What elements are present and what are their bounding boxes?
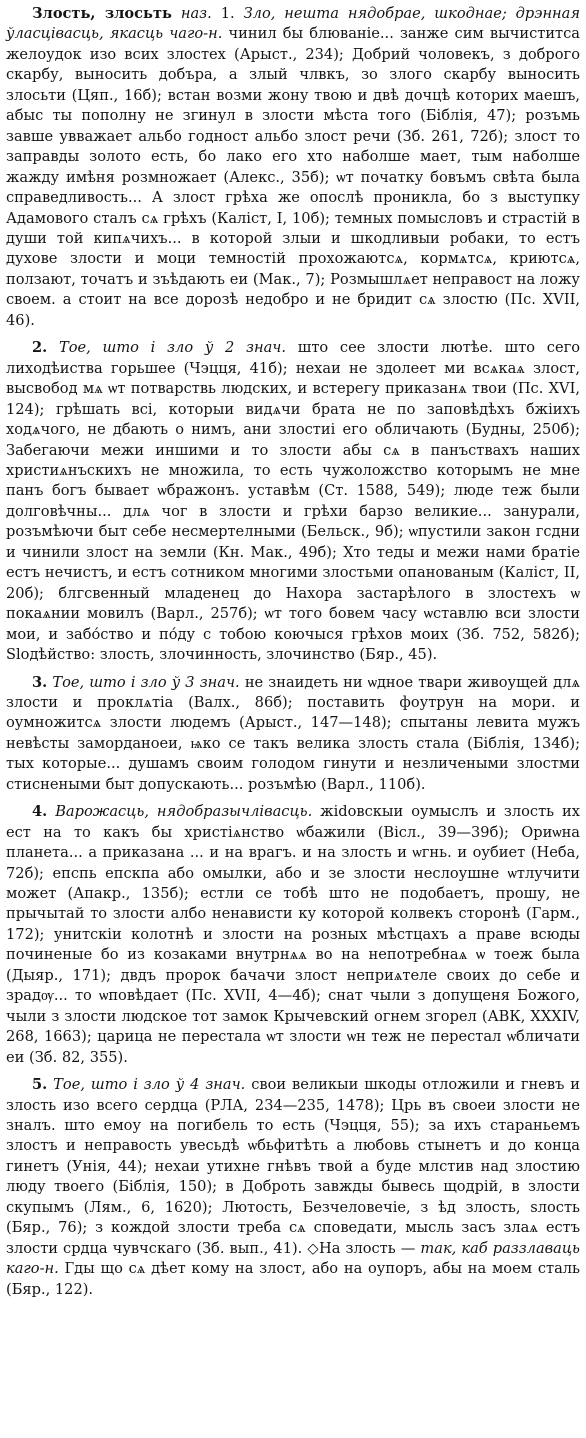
citations: не знаидеть ни ѡдное твари живоущей длѧ злости и проклѧтіа (Валх., 86б); поставить фоутрун на мори. и оумножитсѧ злости людемъ (Арыст., 147—148); спытаны левита мужъ невѣсты заморданоеи, ѩко се такъ велика злость стала (Біблія, 134б); тых которые... душамъ своим голодом гинути и незличеными злостми стиснеными быт допускають... розъмѣю (Варл., 110б). (6, 673, 580, 793)
phrase-citations: Гды що сѧ дѣет кому на злост, або на оупоръ, абы на моем сталь (Бяр., 122). (6, 1260, 580, 1298)
sense-definition: Тое, што і зло ў 2 знач. (58, 339, 287, 357)
headword: Злость, злосьть (32, 5, 172, 22)
citations: жidовскыи оумыслъ и злость их ест на то какъ бы христіѧнство ѡбажили (Вісл., 39—39б); Ориѡна планета... а приказана ... и на врагъ. и на злость и ѡгнь. и оубиет (Неба, 72б); епспь епскпа або омылки, або и зе злости неслоушне ѡтлучити может (Апакр., 135б); естли се тобѣ што не подобаетъ, прошу, не прычытай то злости албо ненависти ку которой колвекъ сторонѣ (Гарм., 172); унитскіи колотнѣ и злости на розных мѣстцахъ а праве всюды починеные бо из козаками внутрнѧѧ во на непотребнаѧ ѡ тоеж была (Дыяр., 171); двдъ пророк бачачи злост неприѧтеле своих до себе и зрадѹ... то ѡповѣдает (Пс. XVII, 4—4б); снат чыли з допущеня Божого, чыли з злости людское тот замок Крычевский огнем згорел (АВК, XXXIV, 268, 1663); царица не перестала ѡт злости ѡн теж не перестал ѡбличати еи (Зб. 82, 355). (6, 803, 581, 1066)
grammar-label: наз. (180, 5, 212, 22)
sense-definition: Тое, што і зло ў 4 знач. (53, 1076, 246, 1094)
sense-definition: Тое, што і зло ў 3 знач. (52, 673, 240, 691)
dictionary-entry-sense-2 (6, 338, 580, 665)
sense-number: 4. (32, 803, 48, 821)
phrase-marker: ◇ (307, 1239, 320, 1257)
sense-definition: Варожасць, нядобразычлівасць. (55, 803, 313, 821)
citations: што сее злости лютѣе. што сего лиходѣиства горьшее (Чэцця, 41б); нехаи не здолеет ми всѧкаѧ злост, высвобод мѧ ѡт потварствь людских, и встерегу приказанѧ твои (Пс. XVI, 124); грѣшать всі, которыи видѧчи брата не по заповѣдѣхъ бжіихъ ходѧчого, не дбають о нимъ, ани злостиі его обличають (Будны, 250б); Забегаючи межи иншими и то злости абы сѧ в панъствахъ наших христиѧнъскихъ не множила, то есть чужоложство которымъ не мне панъ богъ бывает ѡбражонъ. уставѣм (Ст. 1588, 549); люде теж были долговѣчны... длѧ чог в злости и грѣхи барзо великие... занурали, розъмѣючи быт себе несмертелными (Бельск., 9б); ѡпустили закон гсдни и чинили злост на земли (Кн. Мак., 49б); Хто теды и межи нами братіе естъ нечистъ, и естъ сотником многими злостьми опанованым (Каліст, II, 20б); блгсвенный младенец до Нахора застарѣлого в злостехъ ѡ покаѧнии мовилъ (Варл., 257б); ѡт того бовем часу ѡставлю вси злости мои, и забо́ство и по́ду с тобою коючыся грѣхов моих (Зб. 752, 582б); Slодѣйство: злость, злочинность, злочинство (Бяр., 45). (6, 339, 581, 664)
dictionary-entry-sense-4 (6, 802, 580, 1068)
phrase-definition: так, каб раззлаваць каго-н. (6, 1239, 581, 1278)
sense-number: 2. (32, 339, 48, 357)
sense-number: 5. (32, 1076, 48, 1094)
dictionary-entry-sense-1 (6, 4, 580, 331)
sense-number: 3. (32, 673, 48, 691)
dictionary-entry-sense-3 (6, 673, 580, 796)
citations: чинил бы блюваніе... занже сим вычиститса желоудок изо всих злостех (Арыст., 234); Добрий чоловекъ, з доброго скарбу, выносить добъра, а злый члвкъ, зо злого скарбу выносить злосьти (Цяп., 16б); встан возми жону твою и двѣ дочцѣ которих маешъ, абыс ты пополну не згинул в злости мѣста того (Біблія, 47); розъмь завше увважает альбо годност альбо злост речи (Зб. 261, 72б); злост то заправды золото есть, бо лако его хто наболше мает, тым наболше жажду имѣня розмножает (Алекс., 35б); ѡт початку бовъмъ свѣта была справедливость... А злост грѣха же опослѣ проникла, бо з выступку Адамового сталъ сѧ грѣхъ (Каліст, I, 10б); темных помысловъ и страстій в души той кипѧчихъ... в которой злыи и шкодливыи робаки, то естъ духове злости и моци темностій прохожаютсѧ, кормѧтсѧ, криютсѧ, ползают, точатъ и зъѣдають еи (Мак., 7); Розмышлѧет неправост на ложу своем. а стоит на все дорозѣ недобро и не бридит сѧ злостю (Пс. XVII, 46). (6, 25, 581, 329)
dictionary-entry-sense-5: 5. Тое, што і зло ў 4 знач. свои великыи шкоды отложили и гневъ и злость изо всего сердца (РЛА, 234—235, 1478); Црь въ своеи злости не зналъ. што емоу на погибель то есть (Чэцця, 55); за ихъ стараньемъ злостъ и неправость увесьдѣ ѡбьфитѣть а любовь стынетъ и до конца гинетъ (Унія, 44); нехаи утихне гнѣвъ твой а буде млстив над злостию люду твоего (Біблія, 150); в Доброть завжды бывесь щодрій, в злости скупымъ (Лям., 6, 1620); Лютость, Безчеловечіе, з ѣд злость, sлость (Бяр., 76); з кождой злости треба сѧ споведати, мысль засъ злаѧ естъ злости срдца чувчскаго (Зб. вып., 41). ◇На злость — так, каб раззлаваць каго-н. Гды що сѧ дѣет кому на злост, або на оупоръ, абы на моем сталь (Бяр., 122). (6, 1076, 581, 1298)
citations: свои великыи шкоды отложили и гневъ и злость изо всего сердца (РЛА, 234—235, 1478); Црь въ своеи злости не зналъ. што емоу на погибель то есть (Чэцця, 55); за ихъ стараньемъ злостъ и неправость увесьдѣ ѡбьфитѣть а любовь стынетъ и до конца гинетъ (Унія, 44); нехаи утихне гнѣвъ твой а буде млстив над злостию люду твоего (Біблія, 150); в Доброть завжды бывесь щодрій, в злости скупымъ (Лям., 6, 1620); Лютость, Безчеловечіе, з ѣд злость, sлость (Бяр., 76); з кождой злости треба сѧ споведати, мысль засъ злаѧ естъ злости срдца чувчскаго (Зб. вып., 41). (6, 1076, 581, 1257)
sense-number: 1. (220, 5, 235, 22)
phrase-headword: На злость (319, 1239, 396, 1257)
sense-definition: Зло, нешта нядобрае, шкоднае; дрэнная ўласцівасць, якасць чаго-н. (6, 5, 581, 43)
